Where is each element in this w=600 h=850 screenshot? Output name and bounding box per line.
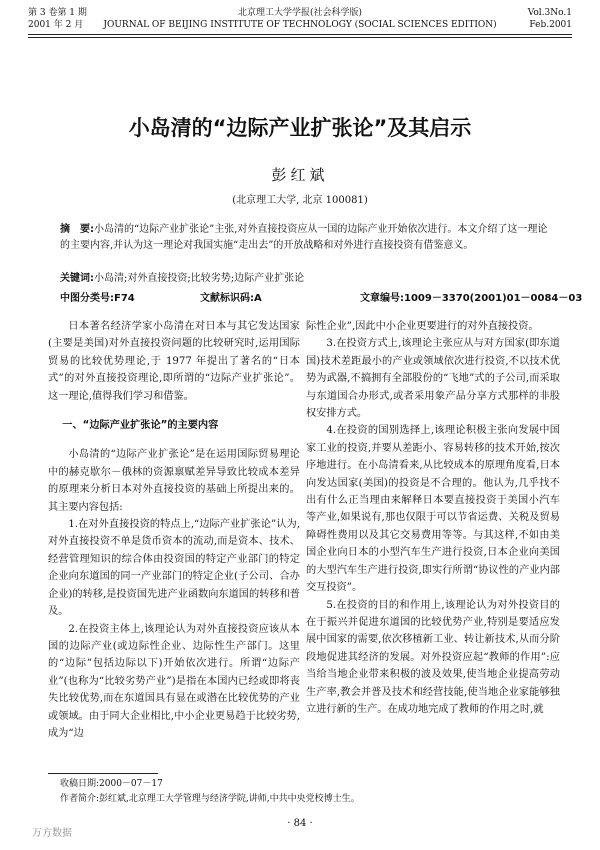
paragraph: 5.在投资的目的和作用上,该理论认为对外投资目的在于振兴并促进东道国的比较优势产业,特别是要适应发展中国家的需要,依次移植新工业、转让新技术,从而分阶段地促进其经济的发展。对外投资应起“教师的作用”:应当给当地企业带来积极的波及效果,使当地企业提高劳动生产率,教会并普及技术和经营技能,使当地企业家能够独立进行新的生产。在成功地完成了教师的作用之时,就 xyxy=(306,599,560,715)
article-number: 文章编号:1009－3370(2001)01－0084－03 xyxy=(360,293,583,304)
watermark: 万方数据 xyxy=(32,828,72,839)
volume-issue-en: Vol.3No.1 xyxy=(527,8,572,18)
author-affiliation: (北京理工大学, 北京 100081) xyxy=(232,195,368,206)
clc-number: 中图分类号:F74 xyxy=(60,293,135,304)
volume-issue-cn: 第 3 卷第 1 期 xyxy=(28,8,87,18)
header-rule xyxy=(28,34,572,35)
journal-name-cn: 北京理工大学学报(社会科学版) xyxy=(237,8,363,18)
footnote-rule xyxy=(48,773,158,774)
keywords-label: 关键词: xyxy=(60,273,94,284)
running-header-top xyxy=(28,8,572,19)
journal-name-en: JOURNAL OF BEIJING INSTITUTE OF TECHNOLOGY (SOCIAL SCIENCES EDITION) xyxy=(103,20,497,30)
keywords xyxy=(60,271,550,287)
abstract xyxy=(60,222,550,254)
page-number: · 84 · xyxy=(287,818,313,829)
footnote-received: 收稿日期:2000－07－17 xyxy=(60,779,163,789)
author-name: 彭红斌 xyxy=(271,166,329,184)
running-header-bottom xyxy=(28,20,572,31)
date-cn: 2001 年 2 月 xyxy=(28,20,84,30)
paragraph: 际性企业”,因此中小企业更要进行的对外直接投资。 xyxy=(306,321,539,332)
paragraph: 1.在对外直接投资的特点上,“边际产业扩张论”认为,对外直接投资不单是货币资本的流动,而是资本、技术、经营管理知识的综合体由投资国的特定产业部门的特定企业向东道国的同一产业部门的特定企业(子公司、合办企业)的转移,是投资国先进产业函数向东道国的转移和普及。 xyxy=(48,519,300,618)
paragraph: 3.在投资方式上,该理论主张应从与对方国家(即东道国)技术差距最小的产业或领域依次进行投资,不以技术优势为武器,不搞拥有全部股份的“飞地”式的子公司,而采取与东道国合办形式,或者采用象产品分享方式那样的非股权安排方式。 xyxy=(306,338,560,420)
body-column-right xyxy=(306,318,560,718)
footnote-author-bio: 作者简介:彭红斌,北京理工大学管理与经济学院,讲师,中共中央党校博士生。 xyxy=(60,794,360,804)
document-code: 文献标识码:A xyxy=(200,293,262,304)
article-meta xyxy=(60,289,583,304)
paragraph: 小岛清的“边际产业扩张论”是在运用国际贸易理论中的赫克歇尔－俄林的资源禀赋差异导致比较成本差异的原理来分析日本对外直接投资的基础上所提出来的。其主要内容包括: xyxy=(48,449,300,513)
section-heading: 一、“边际产业扩张论”的主要内容 xyxy=(62,420,219,432)
header-rule-thin xyxy=(28,37,572,38)
article-title: 小岛清的“边际产业扩张论”及其启示 xyxy=(128,116,472,140)
abstract-label: 摘 要: xyxy=(60,224,94,235)
body-column-left xyxy=(48,318,300,742)
date-en: Feb.2001 xyxy=(529,20,572,30)
paragraph: 4.在投资的国别选择上,该理论积极主张向发展中国家工业的投资,并要从差距小、容易转移的技术开始,按次序地进行。在小岛清看来,从比较成本的原理角度看,日本向发达国家(美国)的投资是不合理的。他认为,几乎找不出有什么正当理由来解释日本要直接投资于美国小汽车等产业,如果说有,那也仅限于可以节省运费、关税及贸易障碍性费用以及其它交易费用等等。与其这样,不如由美国企业向日本的小型汽车生产进行投资,日本企业向美国的大型汽车生产进行投资,即实行所谓“协议性的产业内部交互投资”。 xyxy=(306,425,560,594)
paragraph: 日本著名经济学家小岛清在对日本与其它发达国家(主要是美国)对外直接投资问题的比较研究时,运用国际贸易的比较优势理论,于 1977 年提出了著名的“日本式”的对外直接投资理论,即所谓的“边际产业扩张论”。这一理论,值得我们学习和借鉴。 xyxy=(48,321,300,402)
keywords-text: 小岛清;对外直接投资;比较劣势;边际产业扩张论 xyxy=(94,273,305,284)
abstract-text: 小岛清的“边际产业扩张论”主张,对外直接投资应从一国的边际产业开始依次进行。本文介绍了这一理论的主要内容,并认为这一理论对我国实施“走出去”的开放战略和对外进行直接投资有借鉴意义。 xyxy=(60,224,548,251)
paragraph: 2.在投资主体上,该理论认为对外直接投资应该从本国的边际产业(或边际性企业、边际性生产部门。这里的“边际”包括边际以下)开始依次进行。所谓“边际产业”(也称为“比较劣势产业”)是指在本国内已经或即将丧失比较优势,而在东道国具有显在或潜在比较优势的产业或领域。由于同大企业相比,中小企业更易趋于比较劣势,成为“边 xyxy=(48,623,300,739)
